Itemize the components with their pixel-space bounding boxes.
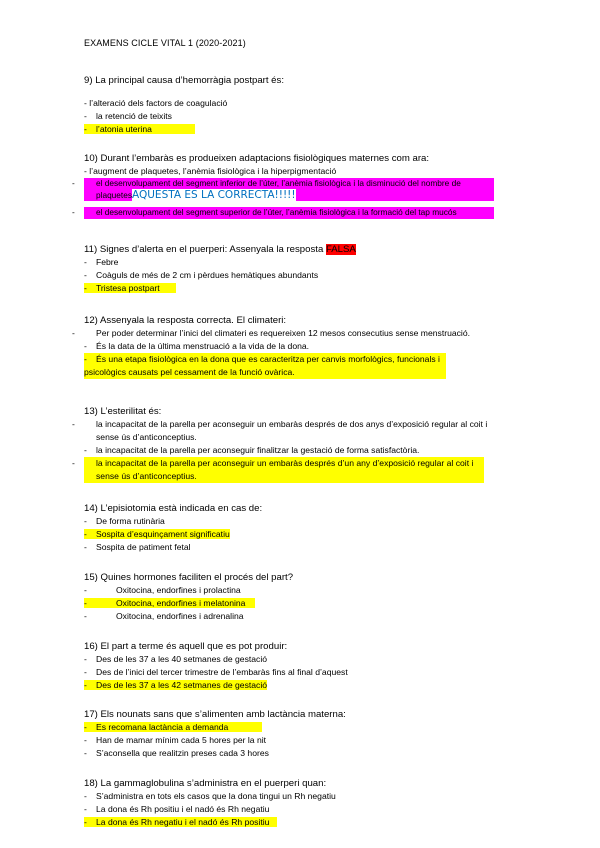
option: - l’augment de plaquetes, l’anèmia fisiològica i la hiperpigmentació xyxy=(84,166,337,176)
option: - La dona és Rh positiu i el nadó és Rh negatiu xyxy=(84,804,270,814)
option: - Oxitocina, endorfines i adrenalina xyxy=(84,611,244,621)
option-highlighted: - La dona és Rh negatiu i el nadó és Rh positiu xyxy=(84,816,494,829)
question-16 xyxy=(84,640,494,692)
question-title: 12) Assenyala la resposta correcta. El climateri: xyxy=(84,315,287,326)
option-highlighted: - Oxitocina, endorfines i melatonina xyxy=(84,597,494,610)
question-9 xyxy=(84,74,494,136)
question-11 xyxy=(84,243,494,295)
question-title: 17) Els nounats sans que s’alimenten amb lactància materna: xyxy=(84,709,346,720)
question-title: 14) L’episiotomia està indicada en cas de: xyxy=(84,503,263,514)
option-highlighted: - la incapacitat de la parella per aconseguir un embaràs després d’un any d’exposició regular al coit i sense ús d’anticonceptius. xyxy=(84,457,484,483)
option: - l’alteració dels factors de coagulació xyxy=(84,98,228,108)
option-highlighted: - l’atonia uterina xyxy=(84,123,494,136)
question-title: 10) Durant l’embaràs es produeixen adaptacions fisiològiques maternes com ara: xyxy=(84,153,430,164)
question-13 xyxy=(72,405,494,483)
option: - S’aconsella que realitzin preses cada 3 hores xyxy=(84,748,269,758)
option: - la incapacitat de la parella per aconseguir finalitzar la gestació de forma satisfactòria. xyxy=(84,445,420,455)
question-17 xyxy=(84,708,494,760)
option-highlighted: - el desenvolupament del segment inferior de l’úter, l’anèmia fisiològica i la disminució del nombre de plaquetesAQUESTA ES LA CORRECTA!!!!! xyxy=(84,178,494,201)
option: - De forma rutinària xyxy=(84,516,165,526)
question-10 xyxy=(72,152,494,219)
option-highlighted: - el desenvolupament del segment superior de l’úter, l’anèmia fisiològica i la formació del tap mucós xyxy=(84,207,494,219)
option-highlighted: - Tristesa postpart xyxy=(84,282,494,295)
option: - Sospita de patiment fetal xyxy=(84,542,191,552)
question-15 xyxy=(84,571,494,623)
option: - Per poder determinar l’inici del climateri es requereixen 12 mesos consecutius sense menstruació. xyxy=(72,328,471,338)
option: - Oxitocina, endorfines i prolactina xyxy=(84,585,241,595)
question-14 xyxy=(84,502,494,554)
question-title: 9) La principal causa d’hemorràgia postpart és: xyxy=(84,75,284,86)
question-title: 13) L’esterilitat és: xyxy=(84,406,162,417)
option-highlighted: - És una etapa fisiològica en la dona que es caracteritza per canvis morfològics, funcionals i psicològics causats pel cessament de la funció ovàrica. xyxy=(84,353,446,379)
question-title: 11) Signes d’alerta en el puerperi: Assenyala la resposta FALSA xyxy=(84,244,356,255)
option: - S’administra en tots els casos que la dona tingui un Rh negatiu xyxy=(84,791,336,801)
question-title: 16) El part a terme és aquell que es pot produir: xyxy=(84,641,288,652)
option: - Han de mamar mínim cada 5 hores per la nit xyxy=(84,735,267,745)
question-18 xyxy=(84,777,494,829)
option: - la incapacitat de la parella per aconseguir un embaràs després de dos anys d’exposició regular al coit i sense ús d’anticonceptius. xyxy=(72,419,488,442)
document-title: EXAMENS CICLE VITAL 1 (2020-2021) xyxy=(84,38,246,48)
question-12 xyxy=(72,314,494,379)
option: - Des de les 37 a les 40 setmanes de gestació xyxy=(84,654,268,664)
question-title: 18) La gammaglobulina s’administra en el puerperi quan: xyxy=(84,778,327,789)
option: - Coàguls de més de 2 cm i pèrdues hemàtiques abundants xyxy=(84,270,319,280)
false-flag: FALSA xyxy=(325,244,356,255)
correct-note: AQUESTA ES LA CORRECTA!!!!! xyxy=(131,188,296,201)
option-highlighted: - Sospita d’esquinçament significatiu xyxy=(84,529,230,539)
option-highlighted: - Es recomana lactància a demanda xyxy=(84,721,494,734)
option-highlighted: - Des de les 37 a les 42 setmanes de gestació xyxy=(84,680,268,690)
question-title: 15) Quines hormones faciliten el procés del part? xyxy=(84,572,294,583)
option: - la retenció de teixits xyxy=(84,111,172,121)
option: - És la data de la última menstruació a la vida de la dona. xyxy=(84,341,310,351)
option: - Febre xyxy=(84,257,119,267)
option: - Des de l’inici del tercer trimestre de l’embaràs fins al final d’aquest xyxy=(84,667,348,677)
